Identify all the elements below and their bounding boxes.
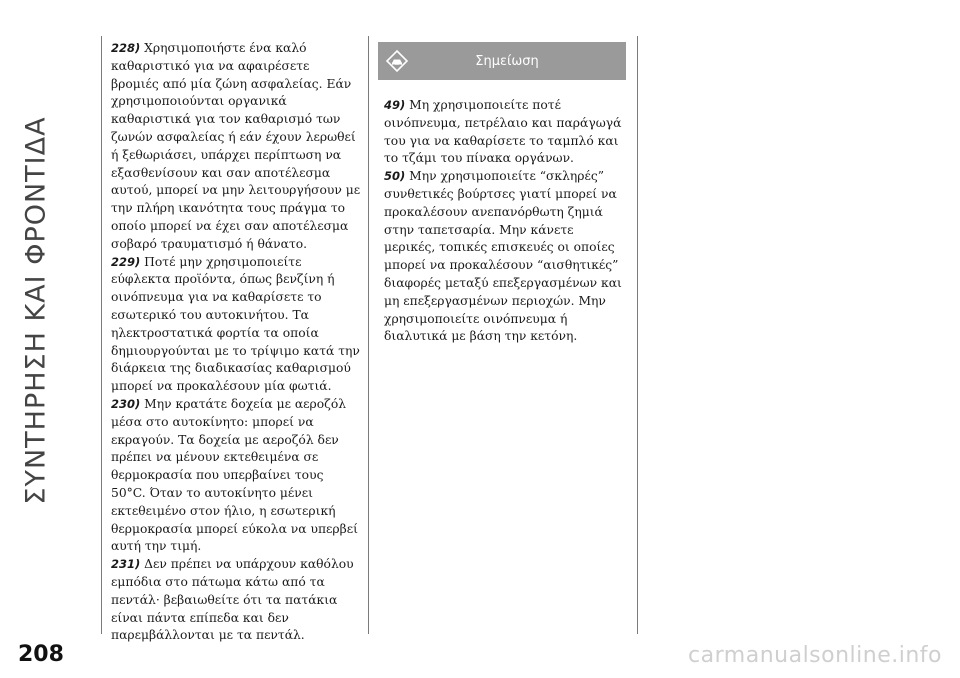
warning-number: 228) [111, 41, 141, 55]
warning-text: Ποτέ μην χρησιμοποιείτε εύφλεκτα προϊόντα, όπως βενζίνη ή οινόπνευμα για να καθαρίσετε το εσωτερικό του αυτοκινήτου. Τα ηλεκτροστατικά φορτία τα οποία δημιουργούνται με το τρίψιμο κατά την διάρκεια της διαδικασίας καθαρισμού μπορεί να προκαλέσουν μία φωτιά. [111, 254, 360, 394]
section-side-title-text: ΣΥΝΤΗΡΗΣΗ ΚΑΙ ΦΡΟΝΤΙΔΑ [20, 115, 52, 505]
note-number: 49) [384, 98, 406, 112]
note-column [384, 97, 626, 346]
warning-text: Δεν πρέπει να υπάρχουν καθόλου εμπόδια στο πάτωμα κάτω από τα πεντάλ· βεβαιωθείτε ότι τα πατάκια είναι πάντα επίπεδα και δεν παρεμβάλλονται με τα πεντάλ. [111, 557, 354, 643]
left-divider [101, 36, 102, 634]
center-divider [368, 36, 369, 634]
warning-number: 229) [111, 254, 141, 269]
note-50 [384, 168, 626, 346]
warning-228 [111, 40, 361, 254]
car-info-icon [378, 42, 416, 80]
note-title: Σημείωση [475, 53, 539, 69]
warning-text: Μην κρατάτε δοχεία με αεροζόλ μέσα στο αυτοκίνητο: μπορεί να εκραγούν. Τα δοχεία με αεροζόλ δεν πρέπει να μένουν εκτεθειμένα σε θερμοκρασία που υπερβαίνει τους 50°C. Όταν το αυτοκίνητο μένει εκτεθειμένο στον ήλιο, η εσωτερική θερμοκρασία μπορεί εύκολα να υπερβεί αυτή την τιμή. [111, 396, 358, 554]
section-side-title [14, 30, 58, 590]
page-number: 208 [18, 642, 64, 667]
note-49 [384, 97, 626, 168]
left-column [111, 40, 361, 645]
warning-231 [111, 556, 361, 645]
note-header [378, 42, 626, 80]
right-divider [637, 36, 638, 634]
warning-230 [111, 396, 361, 556]
warning-number: 230) [111, 396, 141, 411]
watermark: carmanualsonline.info [688, 643, 942, 668]
note-number: 50) [384, 169, 406, 184]
warning-229 [111, 254, 361, 396]
note-text: Μη χρησιμοποιείτε ποτέ οινόπνευμα, πετρέλαιο και παράγωγά του για να καθαρίσετε το ταμπλό και το τζάμι του πίνακα οργάνων. [384, 98, 622, 166]
note-text: Μην χρησιμοποιείτε “σκληρές” συνθετικές βούρτσες γιατί μπορεί να προκαλέσουν ανεπανόρθωτη ζημιά στην ταπετσαρία. Μην κάνετε μερικές, τοπικές επισκευές οι οποίες μπορεί να προκαλέσουν “αισθητικές” διαφορές μεταξύ επεξεργασμένων και μη επεξεργασμένων περιοχών. Μην χρησιμοποιείτε οινόπνευμα ή διαλυτικά με βάση την κετόνη. [384, 169, 622, 344]
warning-number: 231) [111, 557, 141, 572]
warning-text: Χρησιμοποιήστε ένα καλό καθαριστικό για να αφαιρέσετε βρομιές από μία ζώνη ασφαλείας. Εάν χρησιμοποιούνται οργανικά καθαριστικά για τον καθαρισμό των ζωνών ασφαλείας ή εάν έχουν λερωθεί ή ξεθωριάσει, υπάρχει περίπτωση να εξασθενίσουν και σαν αποτέλεσμα αυτού, μπορεί να μην λειτουργήσουν με την πλήρη ικανότητα τους πράγμα το οποίο μπορεί να έχει σαν αποτέλεσμα σοβαρό τραυματισμό ή θάνατο. [111, 41, 361, 251]
